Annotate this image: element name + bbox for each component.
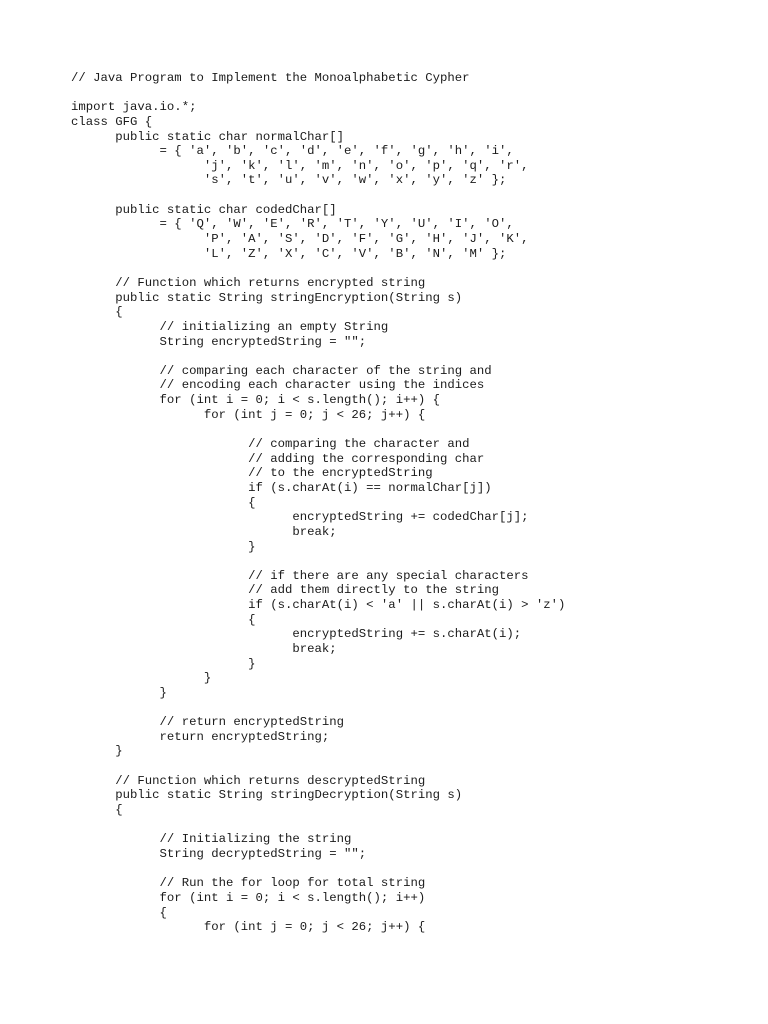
code-line: { bbox=[71, 495, 256, 510]
code-line bbox=[71, 349, 565, 364]
code-line: // adding the corresponding char bbox=[71, 451, 485, 466]
code-line bbox=[71, 86, 565, 101]
code-line: = { 'Q', 'W', 'E', 'R', 'T', 'Y', 'U', 'I', 'O', bbox=[71, 217, 514, 232]
code-line: 's', 't', 'u', 'v', 'w', 'x', 'y', 'z' }; bbox=[71, 173, 507, 188]
code-line: // Function which returns descryptedString bbox=[71, 773, 426, 788]
code-line: public static String stringEncryption(String s) bbox=[71, 290, 463, 305]
code-line: // Run the for loop for total string bbox=[71, 876, 426, 891]
code-line: 'P', 'A', 'S', 'D', 'F', 'G', 'H', 'J', 'K', bbox=[71, 232, 529, 247]
code-line: for (int j = 0; j < 26; j++) { bbox=[71, 920, 426, 935]
code-line: encryptedString += codedChar[j]; bbox=[71, 510, 529, 525]
code-line: } bbox=[71, 671, 212, 686]
code-line: } bbox=[71, 539, 256, 554]
code-line: // comparing each character of the string and bbox=[71, 363, 492, 378]
code-line bbox=[71, 188, 565, 203]
code-line: public static String stringDecryption(String s) bbox=[71, 788, 463, 803]
code-line: { bbox=[71, 305, 123, 320]
code-line: return encryptedString; bbox=[71, 729, 330, 744]
code-line bbox=[71, 701, 565, 716]
code-line: 'L', 'Z', 'X', 'C', 'V', 'B', 'N', 'M' }; bbox=[71, 246, 507, 261]
code-line: if (s.charAt(i) < 'a' || s.charAt(i) > 'z') bbox=[71, 598, 566, 613]
code-line: encryptedString += s.charAt(i); bbox=[71, 627, 522, 642]
code-line: // comparing the character and bbox=[71, 437, 470, 452]
code-line bbox=[71, 818, 565, 833]
code-line: // initializing an empty String bbox=[71, 319, 389, 334]
code-line: // add them directly to the string bbox=[71, 583, 500, 598]
code-line: for (int i = 0; i < s.length(); i++) bbox=[71, 890, 426, 905]
code-line: // encoding each character using the indices bbox=[71, 378, 485, 393]
code-line: // Java Program to Implement the Monoalphabetic Cypher bbox=[71, 71, 470, 85]
code-line: 'j', 'k', 'l', 'm', 'n', 'o', 'p', 'q', 'r', bbox=[71, 158, 529, 173]
code-line: if (s.charAt(i) == normalChar[j]) bbox=[71, 480, 492, 495]
code-line: // Function which returns encrypted string bbox=[71, 275, 426, 290]
code-line: String encryptedString = ""; bbox=[71, 334, 367, 349]
code-line: for (int i = 0; i < s.length(); i++) { bbox=[71, 393, 440, 408]
code-line: break; bbox=[71, 641, 337, 656]
code-listing bbox=[71, 71, 565, 935]
code-line bbox=[71, 261, 565, 276]
code-line: = { 'a', 'b', 'c', 'd', 'e', 'f', 'g', 'h', 'i', bbox=[71, 144, 514, 159]
code-line: break; bbox=[71, 524, 337, 539]
code-line: { bbox=[71, 905, 167, 920]
code-line: } bbox=[71, 744, 123, 759]
code-line: // return encryptedString bbox=[71, 715, 345, 730]
code-line: String decryptedString = ""; bbox=[71, 846, 367, 861]
code-line bbox=[71, 759, 565, 774]
code-line bbox=[71, 862, 565, 877]
code-line: { bbox=[71, 803, 123, 818]
code-line: import java.io.*; bbox=[71, 100, 197, 115]
code-line: } bbox=[71, 656, 256, 671]
code-line: // to the encryptedString bbox=[71, 466, 433, 481]
code-line: } bbox=[71, 685, 167, 700]
code-line: // if there are any special characters bbox=[71, 568, 529, 583]
code-line: public static char codedChar[] bbox=[71, 202, 337, 217]
code-line: class GFG { bbox=[71, 114, 153, 129]
code-line bbox=[71, 422, 565, 437]
code-line: { bbox=[71, 612, 256, 627]
code-line: for (int j = 0; j < 26; j++) { bbox=[71, 407, 426, 422]
code-line: public static char normalChar[] bbox=[71, 129, 345, 144]
code-line bbox=[71, 554, 565, 569]
code-line: // Initializing the string bbox=[71, 832, 352, 847]
